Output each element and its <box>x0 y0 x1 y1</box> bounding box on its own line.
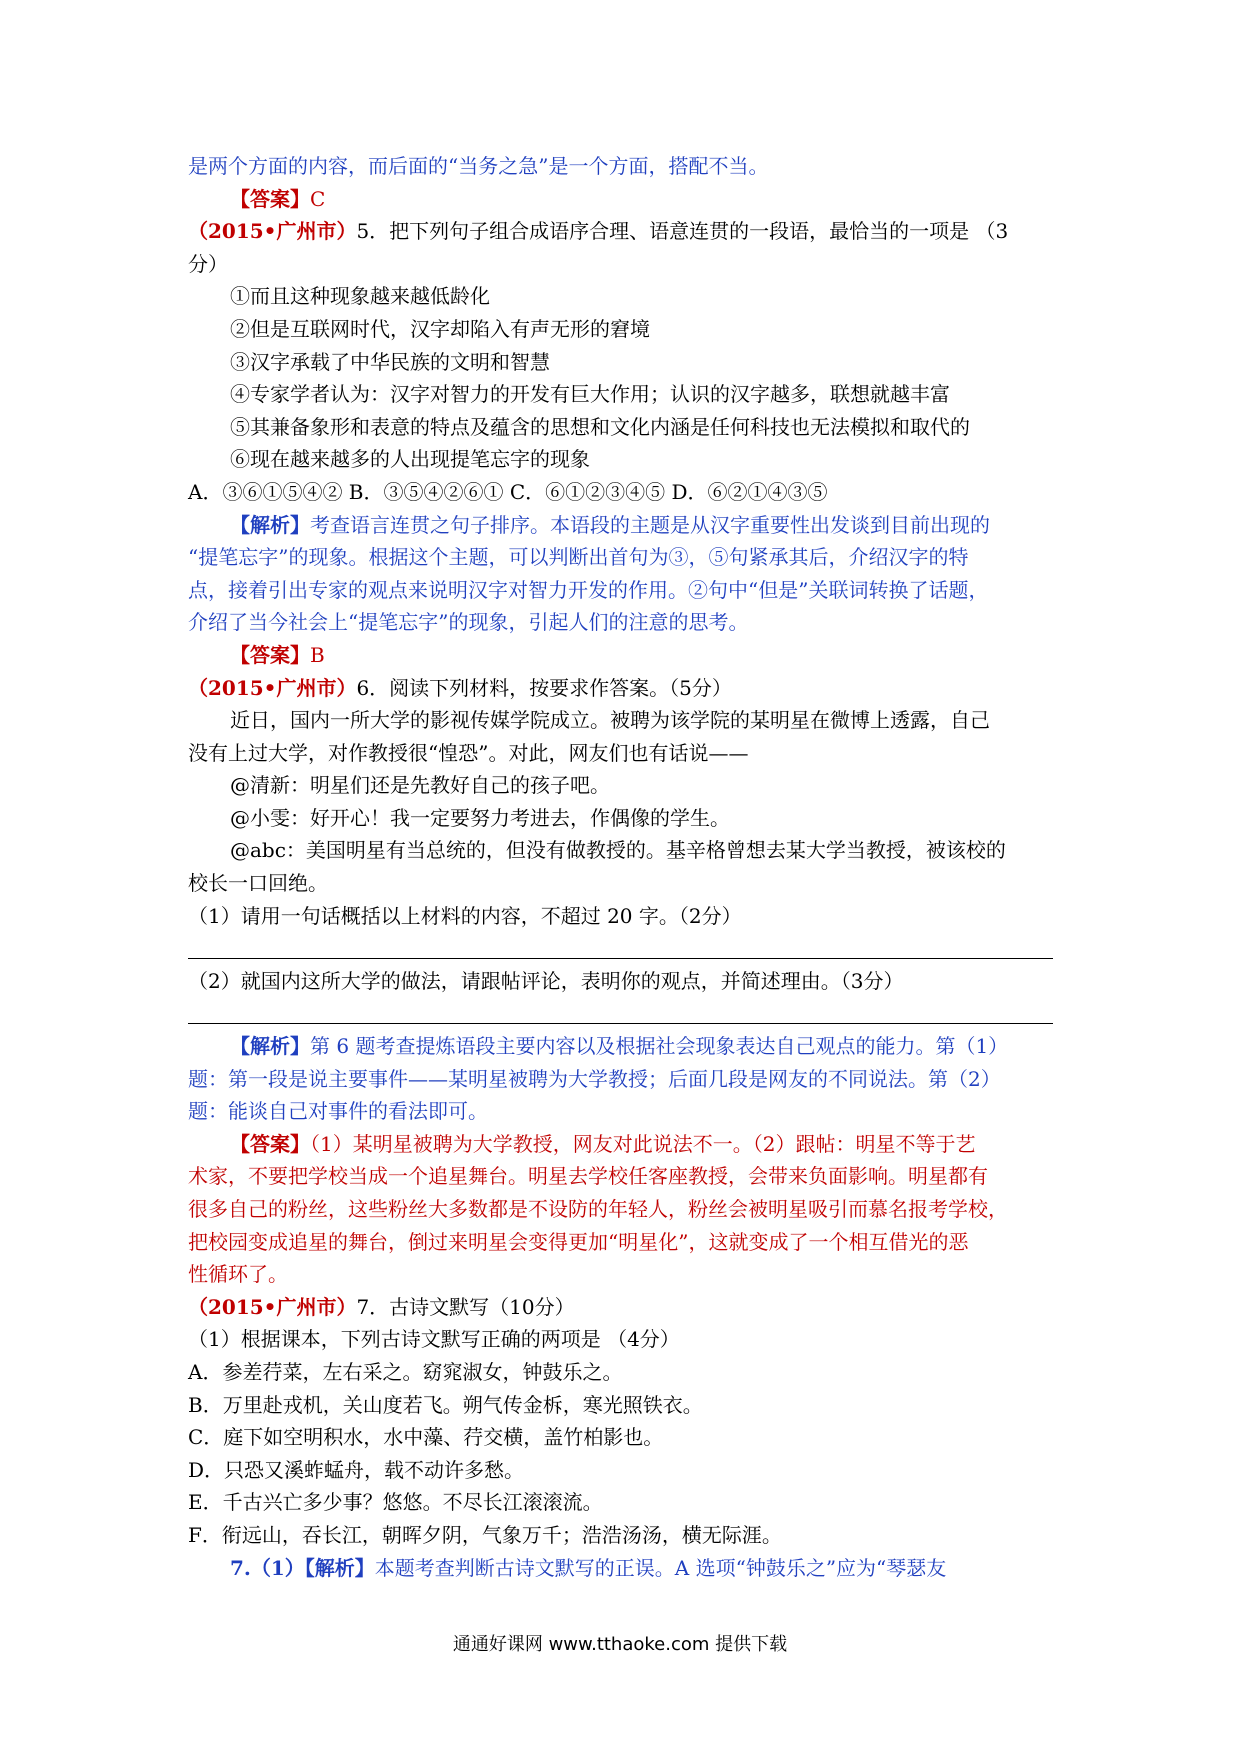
sentence-5: ⑤其兼备象形和表意的特点及蕴含的思想和文化内涵是任何科技也无法模拟和取代的 <box>230 414 970 439</box>
material-line: 近日，国内一所大学的影视传媒学院成立。被聘为该学院的某明星在微博上透露，自己 <box>230 708 990 733</box>
analysis-text: 本题考查判断古诗文默写的正误。A 选项“钟鼓乐之”应为“琴瑟友 <box>374 1555 947 1580</box>
answer-tag: 【答案】 <box>230 642 310 667</box>
answer-rule <box>188 958 1053 959</box>
answer-tag: 【答案】 <box>230 186 310 211</box>
material-line: @小雯：好开心！我一定要努力考进去，作偶像的学生。 <box>230 805 730 830</box>
subquestion-1: （1）根据课本，下列古诗文默写正确的两项是 （4分） <box>188 1327 680 1352</box>
question-5 <box>188 215 1068 248</box>
answer-value: C <box>310 186 326 211</box>
analysis-text: 考查语言连贯之句子排序。本语段的主题是从汉字重要性出发谈到目前出现的 <box>310 512 990 537</box>
question-7 <box>188 1291 1068 1324</box>
analysis-tag: 【解析】 <box>304 1555 375 1580</box>
answer-value: B <box>310 642 325 667</box>
material-line: 没有上过大学，对作教授很“惶恐”。对此，网友们也有话说—— <box>188 740 749 765</box>
question-source: （2015•广州市） <box>188 675 357 700</box>
analysis-number: 7.（1） <box>230 1555 305 1580</box>
text-line: 是两个方面的内容，而后面的“当务之急”是一个方面，搭配不当。 <box>188 154 769 178</box>
material-line: @清新：明星们还是先教好自己的孩子吧。 <box>230 773 610 798</box>
analysis-text: 第 6 题考查提炼语段主要内容以及根据社会现象表达自己观点的能力。第（1） <box>310 1034 1009 1059</box>
analysis-line <box>188 1552 1068 1585</box>
option-c: C．庭下如空明积水，水中藻、荇交横，盖竹柏影也。 <box>188 1425 664 1450</box>
answer-line: 术家，不要把学校当成一个追星舞台。明星去学校任客座教授，会带来负面影响。明星都有 <box>188 1164 988 1189</box>
answer-line: 很多自己的粉丝，这些粉丝大多数都是不设防的年轻人，粉丝会被明星吸引而慕名报考学校， <box>188 1197 1008 1221</box>
page-footer[interactable]: 通通好课网 www.tthaoke.com 提供下载 <box>452 1634 788 1655</box>
answer-line <box>188 183 1068 216</box>
answer-line: 把校园变成追星的舞台，倒过来明星会变得更加“明星化”，这就变成了一个相互借光的恶 <box>188 1229 969 1254</box>
answer-line <box>188 1128 1068 1161</box>
subquestion-2: （2）就国内这所大学的做法，请跟帖评论，表明你的观点，并简述理由。（3分） <box>188 968 904 993</box>
document-body <box>188 150 1068 1584</box>
question-text-cont: 分） <box>188 251 228 276</box>
analysis-line: 题：能谈自己对事件的看法即可。 <box>188 1099 488 1124</box>
option-d: D．只恐又溪蚱蜢舟，载不动许多愁。 <box>188 1457 525 1482</box>
analysis-line <box>188 1030 1068 1063</box>
option-b: B．万里赴戎机，关山度若飞。朔气传金柝，寒光照铁衣。 <box>188 1392 703 1417</box>
answer-text: （1）某明星被聘为大学教授，网友对此说法不一。（2）跟帖：明星不等于艺 <box>310 1131 976 1156</box>
analysis-tag: 【解析】 <box>230 1034 310 1059</box>
option-a: A．参差荇菜，左右采之。窈窕淑女，钟鼓乐之。 <box>188 1359 623 1384</box>
question-text: 7．古诗文默写（10分） <box>356 1294 575 1319</box>
question-source: （2015•广州市） <box>188 1294 357 1319</box>
answer-line <box>188 639 1068 672</box>
material-line: 校长一口回绝。 <box>188 871 328 896</box>
analysis-line: “提笔忘字”的现象。根据这个主题，可以判断出首句为③，⑤句紧承其后，介绍汉字的特 <box>188 545 969 570</box>
question-6 <box>188 672 1068 705</box>
question-text: 6．阅读下列材料，按要求作答案。（5分） <box>356 675 732 700</box>
subquestion-1: （1）请用一句话概括以上材料的内容，不超过 20 字。（2分） <box>188 903 742 928</box>
option-e: E．千古兴亡多少事？悠悠。不尽长江滚滚流。 <box>188 1490 603 1515</box>
analysis-tag: 【解析】 <box>230 512 310 537</box>
question-source: （2015•广州市） <box>188 219 357 244</box>
analysis-line <box>188 509 1068 542</box>
analysis-line: 介绍了当今社会上“提笔忘字”的现象，引起人们的注意的思考。 <box>188 610 749 635</box>
answer-blank[interactable] <box>188 932 1068 965</box>
option-f: F．衔远山，吞长江，朝晖夕阴，气象万千；浩浩汤汤，横无际涯。 <box>188 1522 782 1547</box>
sentence-3: ③汉字承载了中华民族的文明和智慧 <box>230 349 550 374</box>
sentence-2: ②但是互联网时代，汉字却陷入有声无形的窘境 <box>230 316 650 341</box>
sentence-4: ④专家学者认为：汉字对智力的开发有巨大作用；认识的汉字越多，联想就越丰富 <box>230 382 950 407</box>
material-line: @abc：美国明星有当总统的，但没有做教授的。基辛格曾想去某大学当教授，被该校的 <box>230 838 1006 863</box>
analysis-line: 题：第一段是说主要事件——某明星被聘为大学教授；后面几段是网友的不同说法。第（2） <box>188 1066 1001 1091</box>
sentence-1: ①而且这种现象越来越低龄化 <box>230 284 490 309</box>
answer-tag: 【答案】 <box>230 1131 310 1156</box>
options-line: A．③⑥①⑤④② B．③⑤④②⑥① C．⑥①②③④⑤ D．⑥②①④③⑤ <box>188 479 828 504</box>
answer-rule <box>188 1023 1053 1024</box>
analysis-line: 点，接着引出专家的观点来说明汉字对智力开发的作用。②句中“但是”关联词转换了话题， <box>188 577 989 602</box>
answer-blank[interactable] <box>188 997 1068 1030</box>
question-text: 5．把下列句子组合成语序合理、语意连贯的一段语，最恰当的一项是 （3 <box>356 219 1009 244</box>
answer-line: 性循环了。 <box>188 1262 288 1287</box>
sentence-6: ⑥现在越来越多的人出现提笔忘字的现象 <box>230 447 590 472</box>
